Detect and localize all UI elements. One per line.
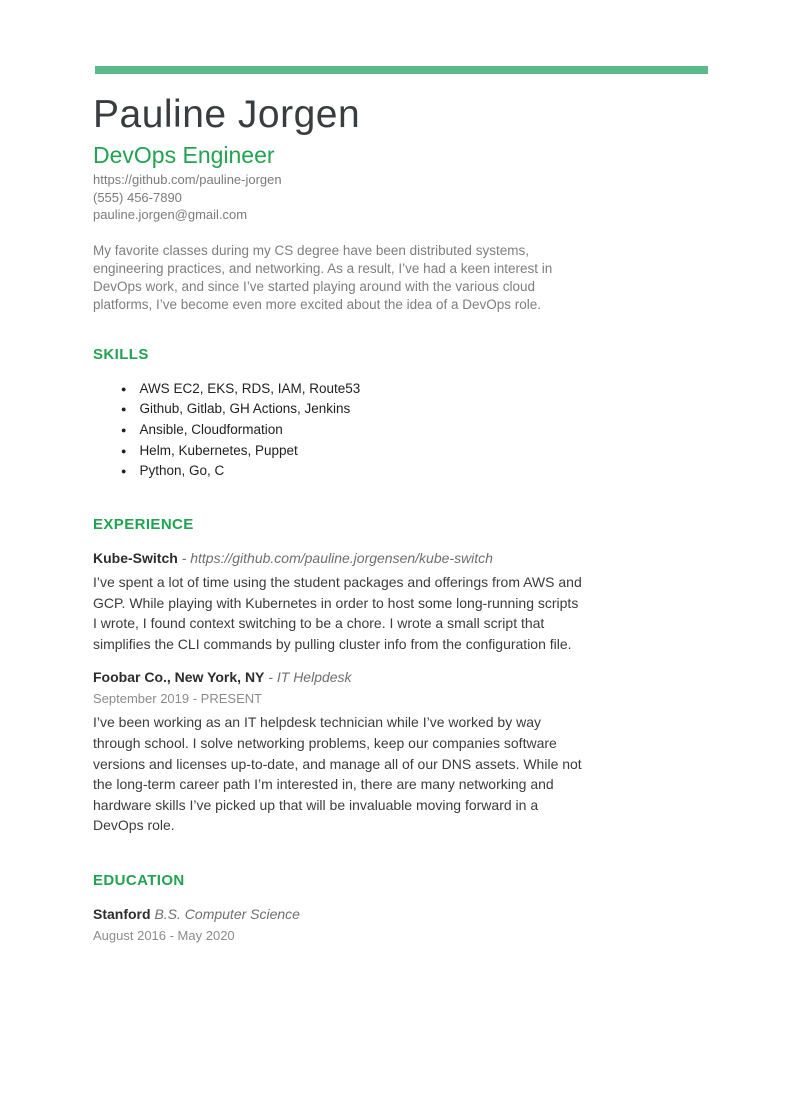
- education-dates: August 2016 - May 2020: [93, 927, 235, 943]
- contact-block: [93, 171, 740, 224]
- bullet-icon: ●: [121, 404, 127, 415]
- skill-item: [121, 461, 740, 482]
- skill-item-label: Ansible, Cloudformation: [139, 421, 283, 437]
- skills-list: [93, 379, 740, 483]
- education-entry: [93, 905, 740, 944]
- project-link: https://github.com/pauline.jorgensen/kube-switch: [190, 550, 493, 567]
- experience-entry: [93, 668, 740, 836]
- skill-item: [121, 399, 740, 420]
- education-heading: EDUCATION: [93, 871, 185, 889]
- skill-item-label: Helm, Kubernetes, Puppet: [139, 442, 298, 458]
- skill-item-label: AWS EC2, EKS, RDS, IAM, Route53: [139, 380, 361, 396]
- degree-name: B.S. Computer Science: [154, 905, 300, 922]
- skills-heading: SKILLS: [93, 345, 149, 363]
- skill-item-label: Python, Go, C: [139, 463, 225, 479]
- experience-description: I’ve been working as an IT helpdesk technician while I’ve worked by way through school. I solve networking problems, keep our companies software versions and licenses up-to-date, and manage all of our DNS assets. While not the long-term career path I’m interested in, there are many networking and hardware skills I’ve picked up that will be invaluable moving forward in a DevOps role.: [93, 714, 582, 834]
- experience-entry-title: [93, 549, 740, 567]
- title-separator: -: [181, 550, 187, 567]
- experience-description: I’ve spent a lot of time using the student packages and offerings from AWS and GCP. While playing with Kubernetes in order to host some long-running scripts I wrote, I found context switching to be a chore. I wrote a small script that simplifies the CLI commands by pulling cluster info from the configuration file.: [93, 574, 582, 652]
- contact-phone: (555) 456-7890: [93, 189, 182, 205]
- experience-dates: September 2019 - PRESENT: [93, 691, 263, 707]
- company-name: Foobar Co., New York, NY: [93, 669, 265, 686]
- experience-entry-title: [93, 668, 740, 686]
- person-name: Pauline Jorgen: [93, 93, 361, 136]
- resume-page: [0, 66, 800, 944]
- skill-item: [121, 420, 740, 441]
- bullet-icon: ●: [121, 383, 127, 394]
- bullet-icon: ●: [121, 424, 127, 435]
- skill-item-label: Github, Gitlab, GH Actions, Jenkins: [139, 401, 351, 417]
- contact-github: https://github.com/pauline-jorgen: [93, 172, 282, 187]
- contact-email: pauline.jorgen@gmail.com: [93, 207, 248, 222]
- skill-item: [121, 441, 740, 462]
- role-title: IT Helpdesk: [276, 669, 352, 686]
- job-title: DevOps Engineer: [93, 142, 275, 168]
- school-name: Stanford: [93, 905, 151, 922]
- bullet-icon: ●: [121, 466, 127, 477]
- summary-paragraph: My favorite classes during my CS degree have been distributed systems, engineering practices, and networking. As a result, I’ve had a keen interest in DevOps work, and since I’ve started playing around with the various cloud platforms, I’ve become even more excited about the idea of a DevOps role.: [93, 242, 553, 312]
- experience-entry: [93, 549, 740, 654]
- title-separator: -: [268, 669, 273, 686]
- experience-heading: EXPERIENCE: [93, 516, 194, 534]
- bullet-icon: ●: [121, 445, 127, 456]
- project-name: Kube-Switch: [93, 550, 178, 567]
- skill-item: [121, 379, 740, 400]
- education-entry-title: [93, 905, 740, 923]
- accent-bar: [95, 66, 708, 74]
